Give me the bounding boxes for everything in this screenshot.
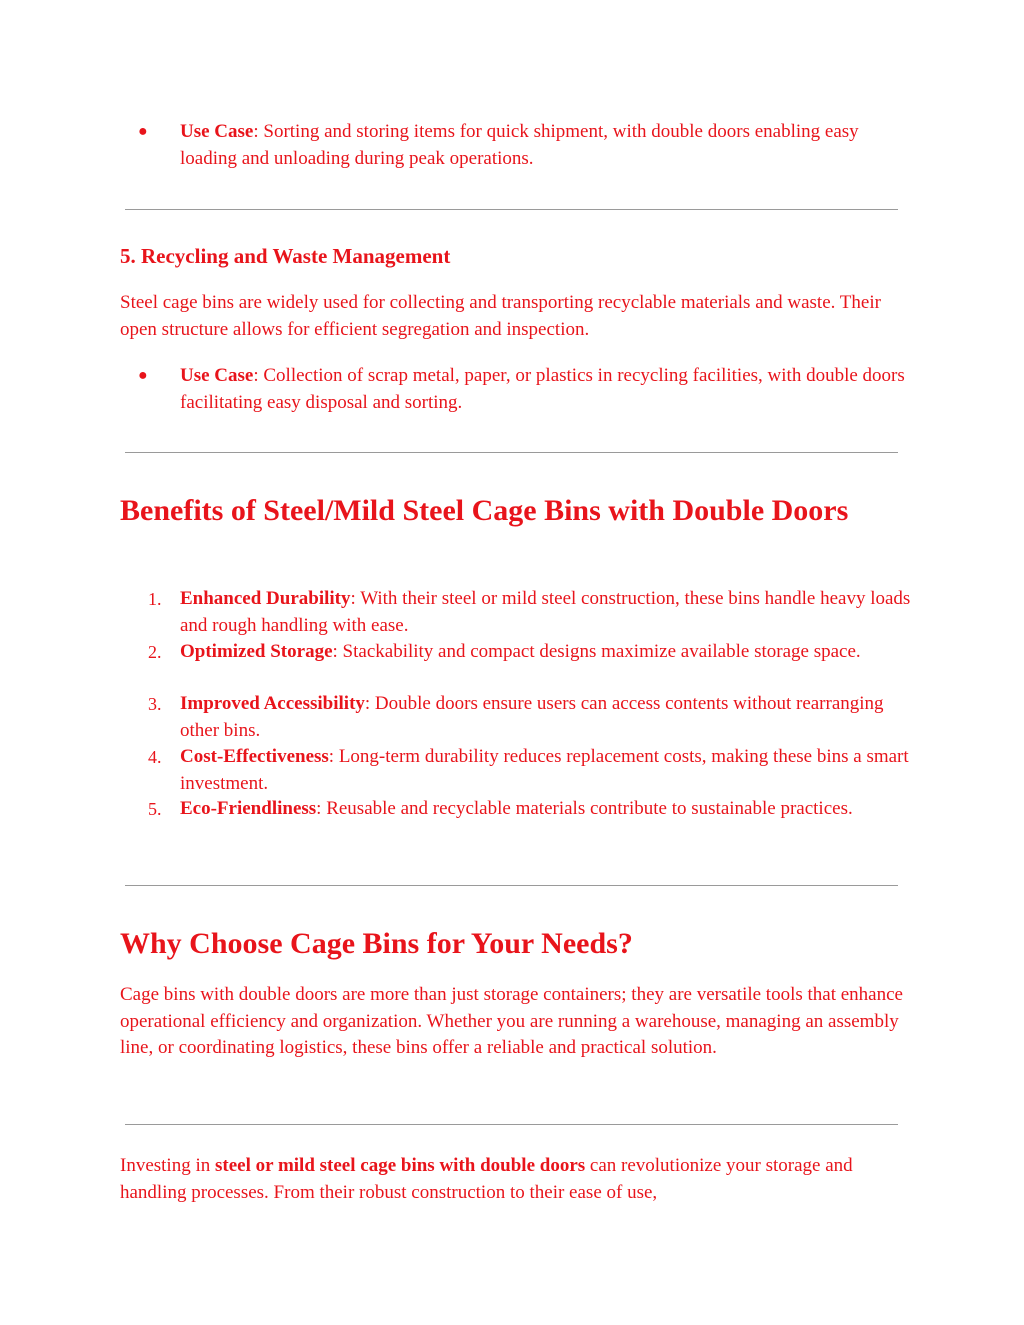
list-item-text <box>180 119 920 172</box>
closing-paragraph <box>120 1153 910 1206</box>
item-text <box>180 586 920 639</box>
item-term: Improved Accessibility <box>180 693 365 714</box>
section-heading: 5. Recycling and Waste Management <box>120 244 451 268</box>
item-term: Cost-Effectiveness <box>180 746 329 767</box>
item-number: 2. <box>148 642 162 662</box>
section-title: Why Choose Cage Bins for Your Needs? <box>120 927 633 960</box>
list-item-term: Use Case <box>180 121 254 142</box>
list-item-description: : Sorting and storing items for quick shipment, with double doors enabling easy loading and unloading during peak operations. <box>180 121 859 169</box>
item-term: Enhanced Durability <box>180 588 351 609</box>
list-item-term: Use Case <box>180 365 254 386</box>
closing-suffix: can revolutionize your storage and handling processes. From their robust construction to their ease of use, <box>120 1155 853 1203</box>
horizontal-rule <box>125 209 898 210</box>
item-text <box>180 744 920 797</box>
item-description: : Double doors ensure users can access contents without rearranging other bins. <box>180 693 884 741</box>
horizontal-rule <box>125 452 898 453</box>
section-paragraph: Steel cage bins are widely used for collecting and transporting recyclable materials and waste. Their open structure allows for efficient segregation and inspection. <box>120 292 881 340</box>
bullet-marker: ● <box>138 367 148 384</box>
list-item-text <box>180 363 920 416</box>
item-number: 3. <box>148 694 162 714</box>
item-text <box>180 691 920 744</box>
section-title: Benefits of Steel/Mild Steel Cage Bins with Double Doors <box>120 494 849 527</box>
horizontal-rule <box>125 1124 898 1125</box>
closing-highlight: steel or mild steel cage bins with double doors <box>215 1155 586 1176</box>
item-description: : Reusable and recyclable materials contribute to sustainable practices. <box>316 798 853 819</box>
section-paragraph: Cage bins with double doors are more than just storage containers; they are versatile tools that enhance operational efficiency and organization. Whether you are running a warehouse, managing an assembly line, or coordinating logistics, these bins offer a reliable and practical solution. <box>120 984 903 1058</box>
item-text <box>180 796 920 823</box>
item-number: 4. <box>148 747 162 767</box>
item-description: : Stackability and compact designs maximize available storage space. <box>332 641 861 662</box>
item-number: 1. <box>148 589 162 609</box>
item-term: Eco-Friendliness <box>180 798 317 819</box>
list-item-description: : Collection of scrap metal, paper, or plastics in recycling facilities, with double doors facilitating easy disposal and sorting. <box>180 365 905 413</box>
item-text <box>180 639 920 666</box>
item-description: : With their steel or mild steel construction, these bins handle heavy loads and rough handling with ease. <box>180 588 911 636</box>
bullet-marker: ● <box>138 123 148 140</box>
closing-prefix: Investing in <box>120 1155 215 1176</box>
item-number: 5. <box>148 799 162 819</box>
item-description: : Long-term durability reduces replacement costs, making these bins a smart investment. <box>180 746 909 794</box>
horizontal-rule <box>125 885 898 886</box>
item-term: Optimized Storage <box>180 641 333 662</box>
